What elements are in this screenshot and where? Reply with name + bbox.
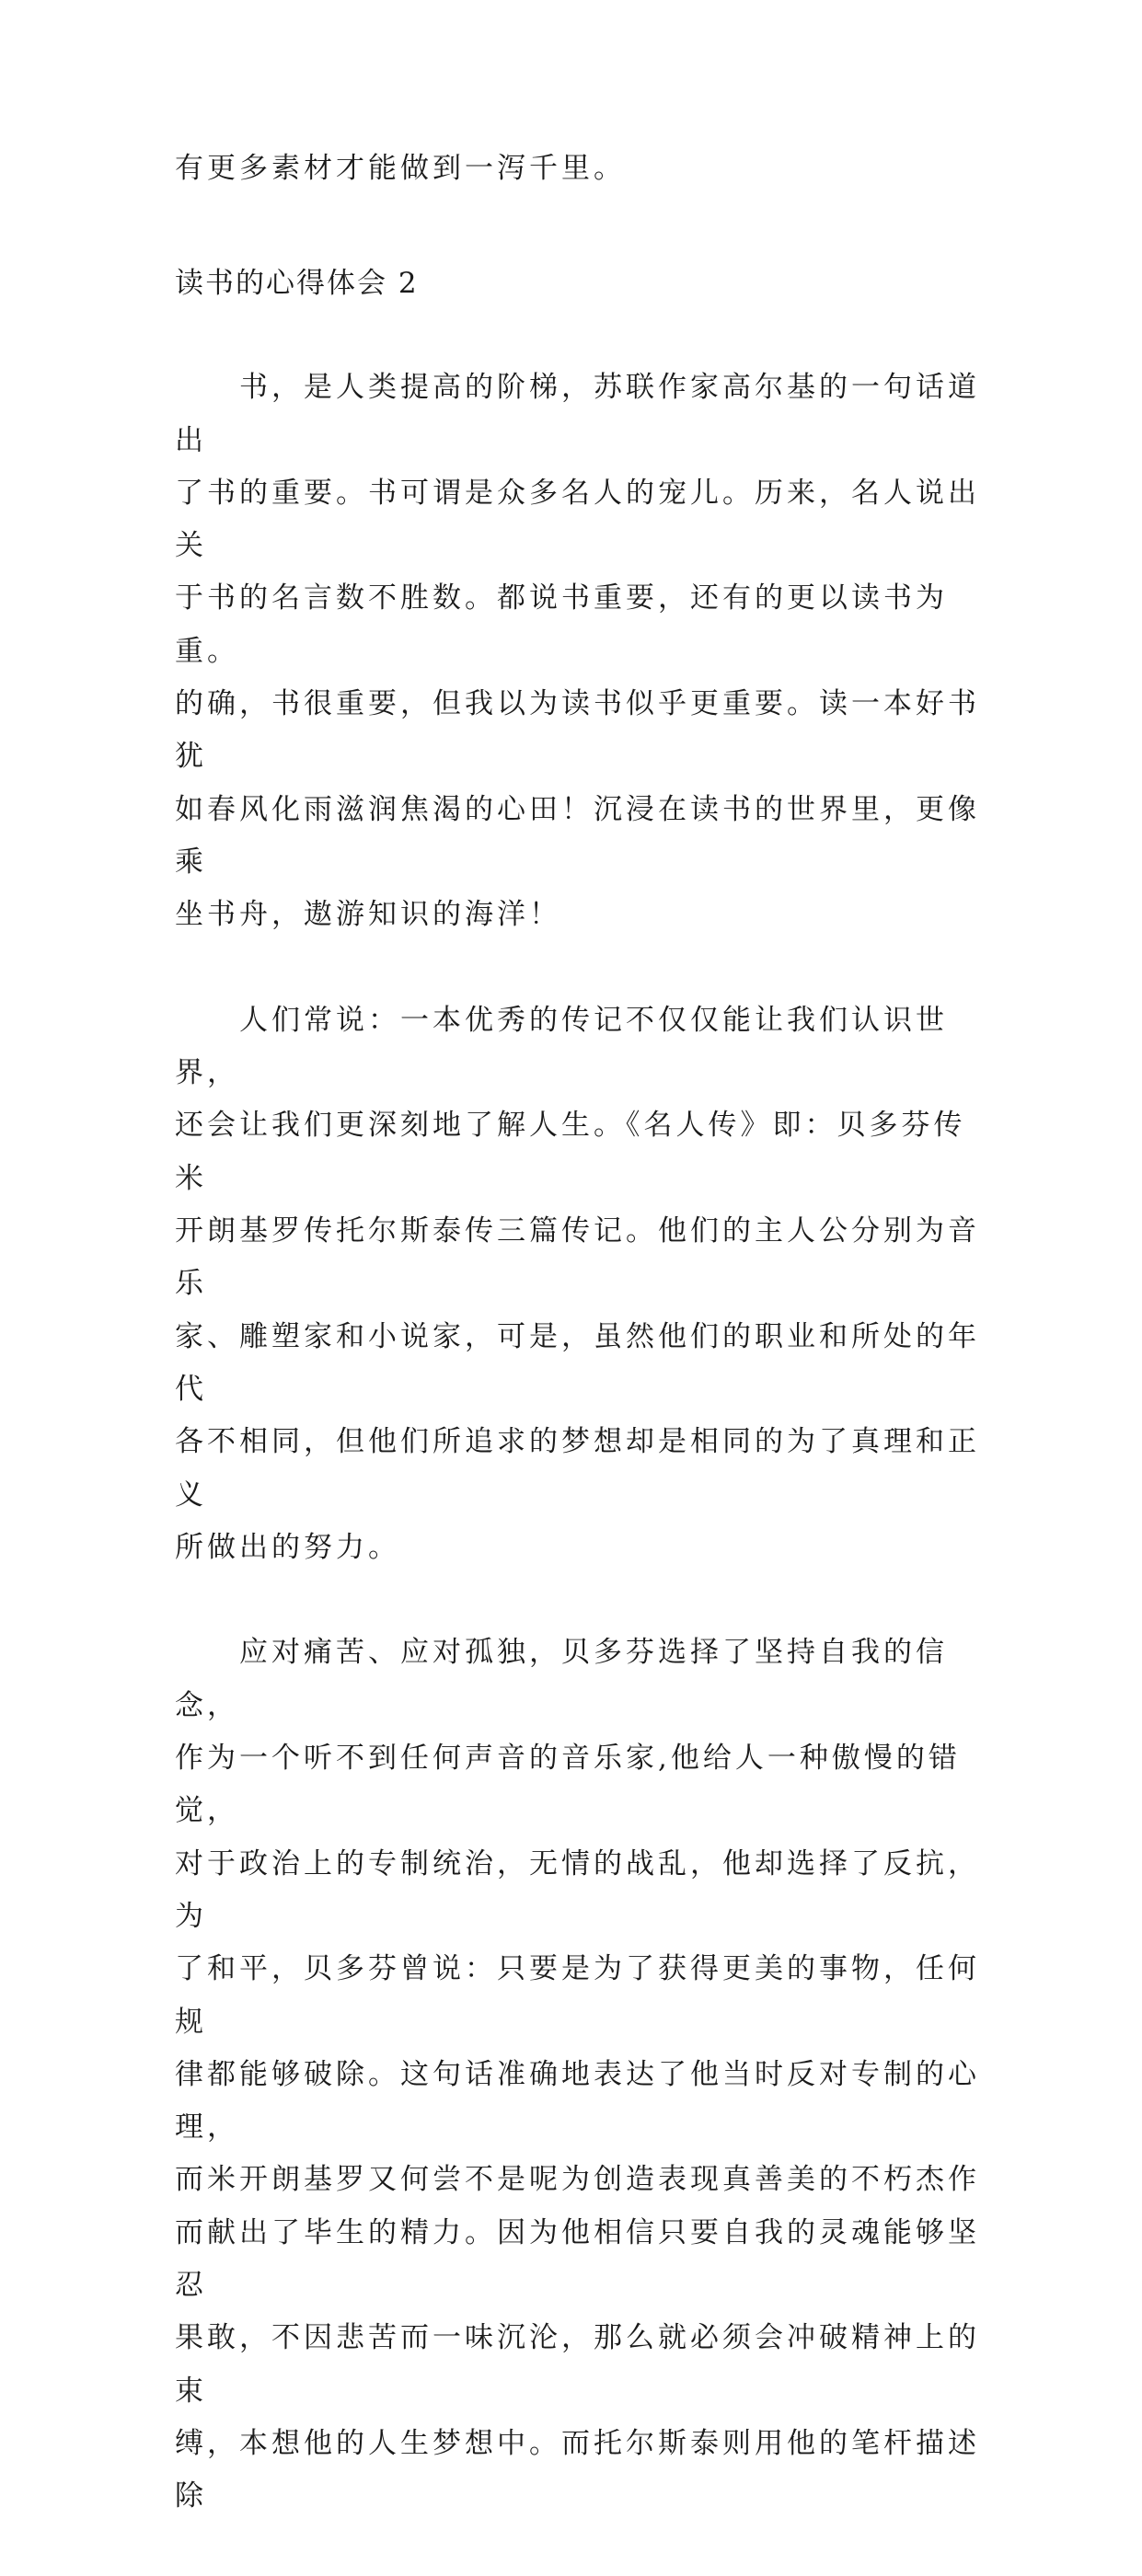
- continuation-line: 有更多素材才能做到一泻千里。: [175, 152, 626, 185]
- section-heading: 读书的心得体会 2: [175, 267, 419, 300]
- paragraph-1: 书，是人类提高的阶梯，苏联作家高尔基的一句话道出 了书的重要。书可谓是众多名人的宠儿。历来，名人说出关 于书的名言数不胜数。都说书重要，还有的更以读书为重。 的确，书很重要，但我以为读书似乎更重要。读一本好书犹 如春风化雨滋润焦渴的心田！沉浸在读书的世界里，更像乘 坐书舟，遨游知识的海洋！: [175, 371, 980, 932]
- paragraph-2: 人们常说：一本优秀的传记不仅仅能让我们认识世界， 还会让我们更深刻地了解人生。《名人传》即：贝多芬传米 开朗基罗传托尔斯泰传三篇传记。他们的主人公分别为音乐 家、雕塑家和小说家，可是，虽然他们的职业和所处的年代 各不相同，但他们所追求的梦想却是相同的为了真理和正义 所做出的努力。: [175, 1003, 980, 1564]
- article-body: [175, 309, 985, 2576]
- paragraph-3: 应对痛苦、应对孤独，贝多芬选择了坚持自我的信念， 作为一个听不到任何声音的音乐家,他给人一种傲慢的错觉， 对于政治上的专制统治，无情的战乱，他却选择了反抗，为 了和平，贝多芬曾说：只要是为了获得更美的事物，任何规 律都能够破除。这句话准确地表达了他当时反对专制的心理， 而米开朗基罗又何尝不是呢为创造表现真善美的不朽杰作 而献出了毕生的精力。因为他相信只要自我的灵魂能够坚忍 果敢，不因悲苦而一味沉沦，那么就必须会冲破精神上的束 缚，本想他的人生梦想中。而托尔斯泰则用他的笔杆描述除: [175, 1636, 980, 2513]
